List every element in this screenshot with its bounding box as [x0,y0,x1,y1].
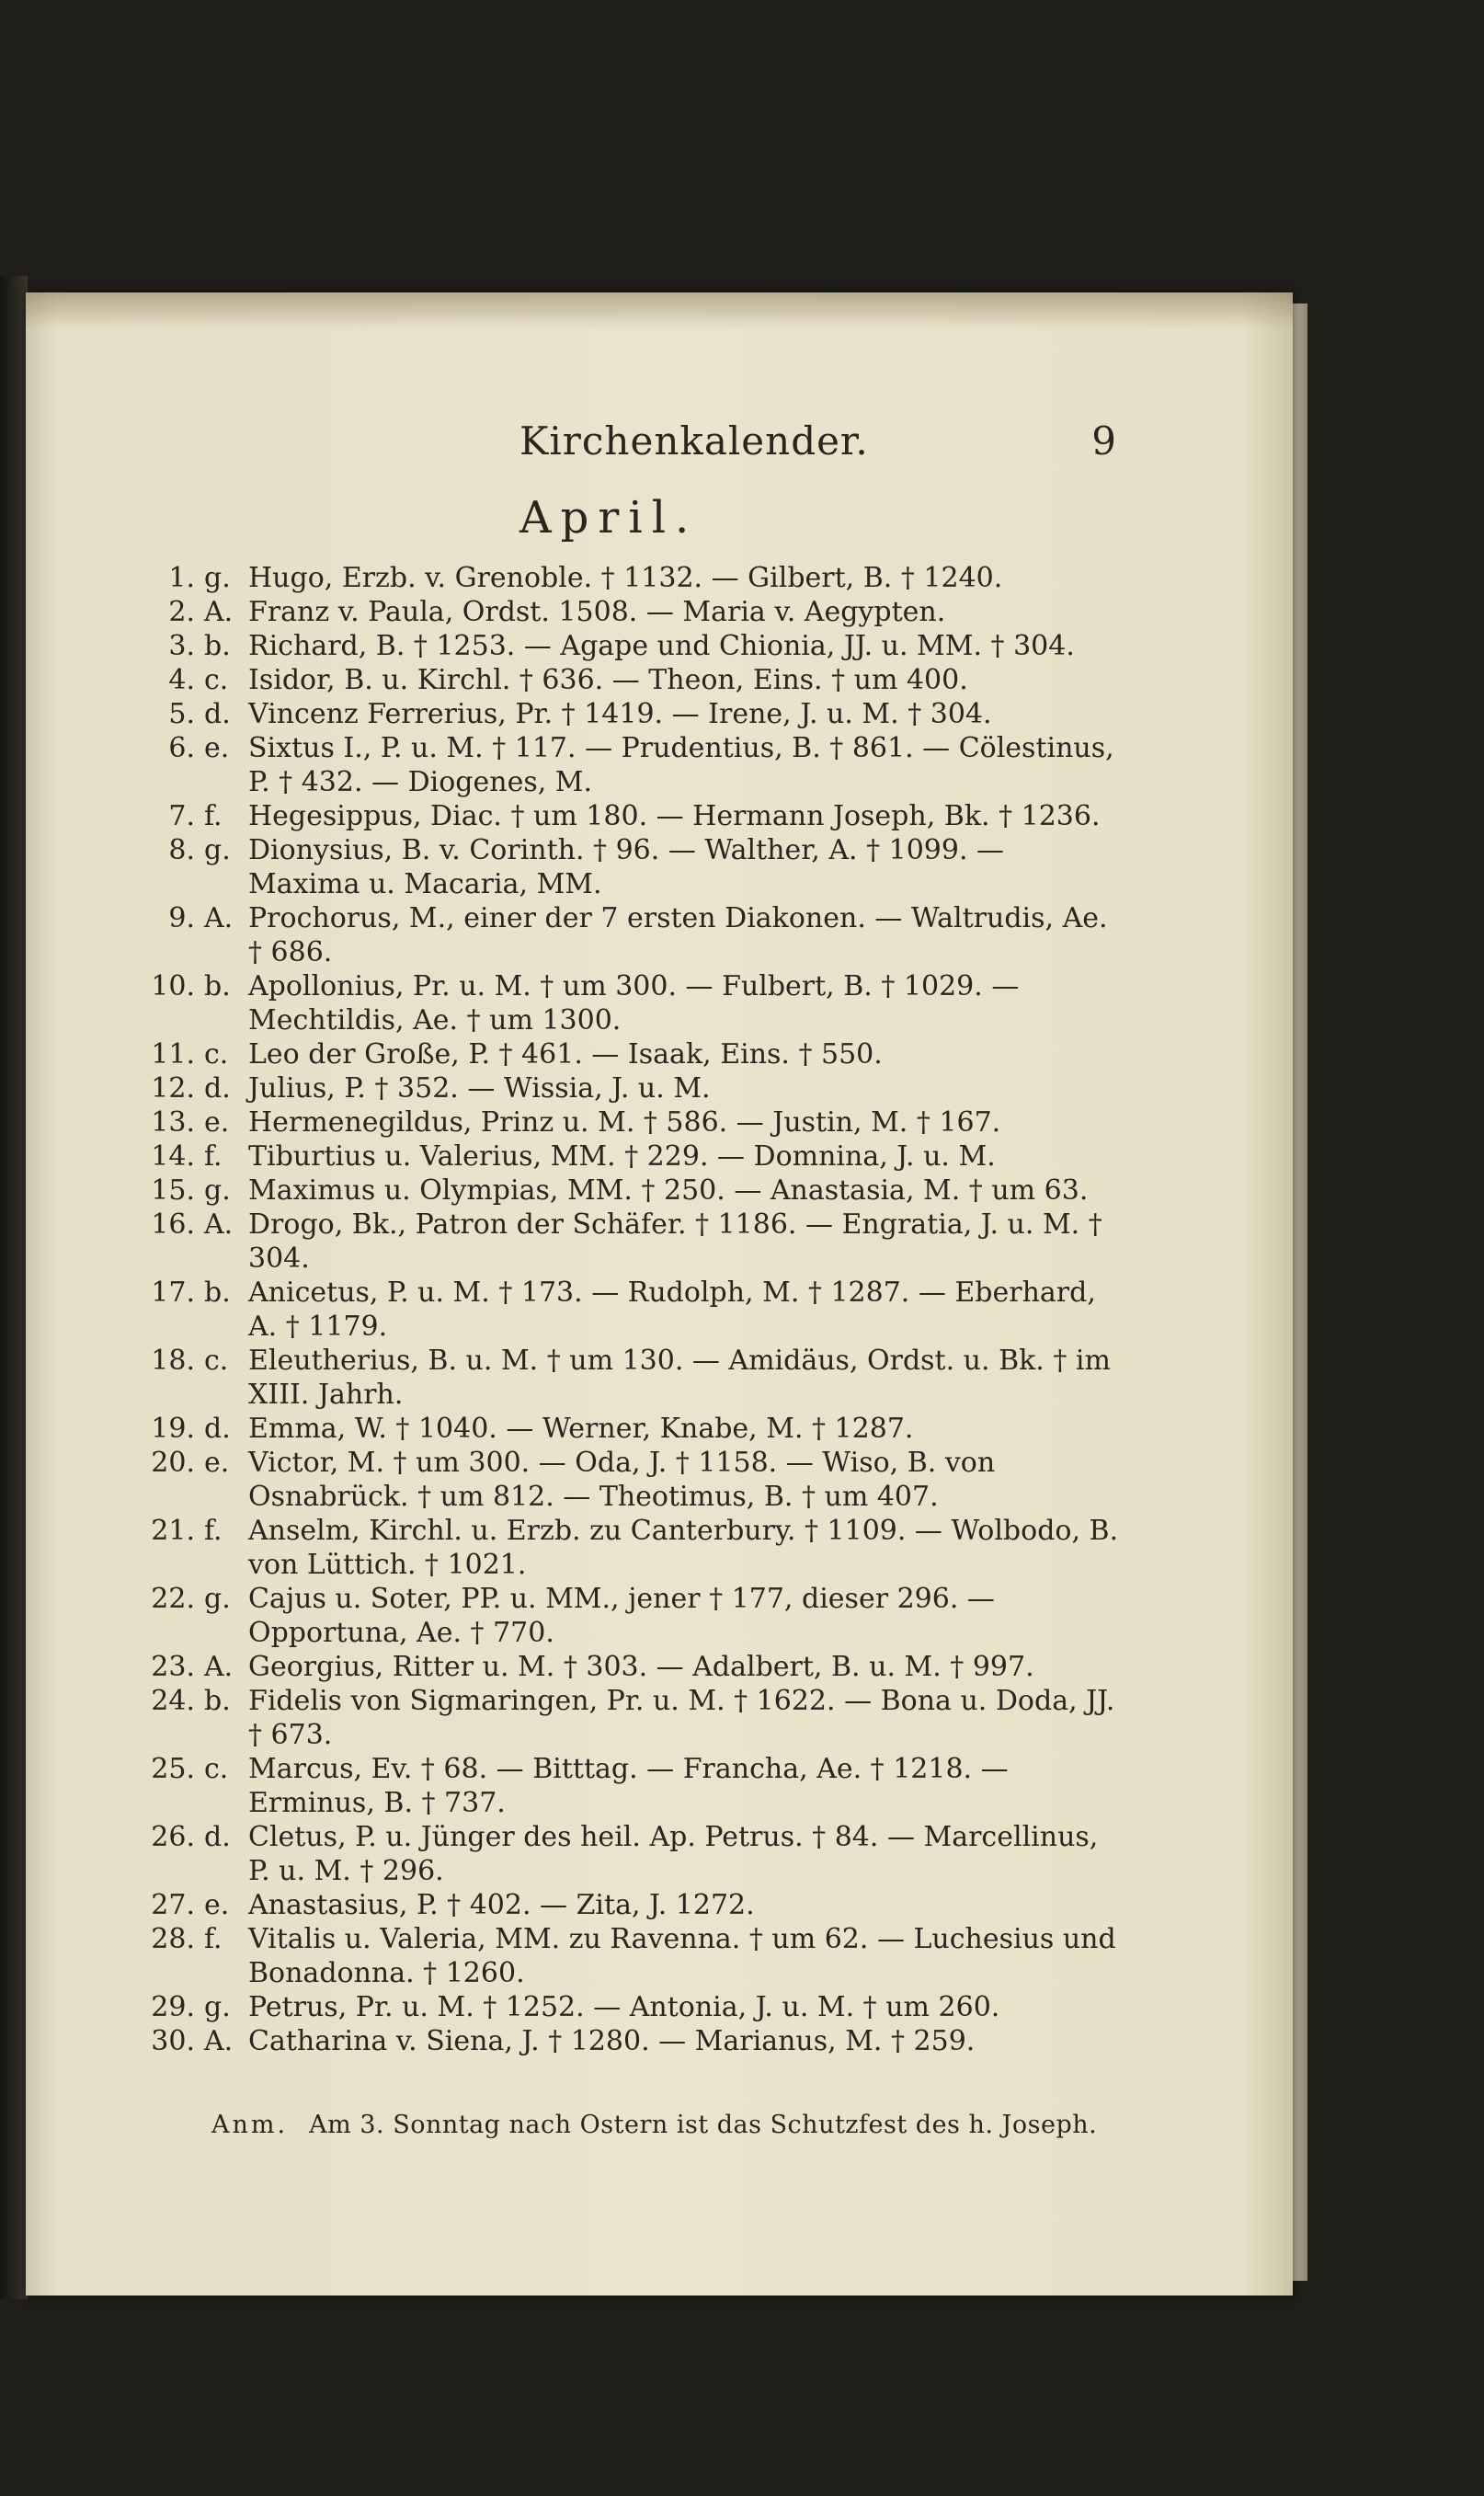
page-number: 9 [1091,418,1117,464]
saint-entry-text: Fidelis von Sigmaringen, Pr. u. M. † 1622. — Bona u. Doda, JJ. † 673. [248,1685,1115,1751]
day-number: 29. [151,1991,195,2023]
saint-entry-text: Vincenz Ferrerius, Pr. † 1419. — Irene, J. u. M. † 304. [248,698,992,730]
dominical-letter: g. [204,1174,231,1207]
saint-entry-text: Petrus, Pr. u. M. † 1252. — Antonia, J. u. M. † um 260. [248,1991,1000,2023]
saint-entry-text: Drogo, Bk., Patron der Schäfer. † 1186. — Engratia, J. u. M. † 304. [248,1208,1102,1275]
dominical-letter: A. [204,1208,234,1241]
day-number: 17. [151,1277,195,1309]
page-stack-edge [1293,303,1307,2281]
saint-entry-text: Richard, B. † 1253. — Agape und Chionia, JJ. u. MM. † 304. [248,630,1075,662]
calendar-entry [147,1820,1122,1888]
calendar-entry [147,2024,1122,2058]
saint-entry-text: Emma, W. † 1040. — Werner, Knabe, M. † 1287. [248,1413,914,1445]
day-number: 7. [168,800,195,832]
saint-entry-text: Catharina v. Siena, J. † 1280. — Marianus, M. † 259. [248,2025,976,2057]
day-number: 4. [168,664,195,696]
dominical-letter: A. [204,902,234,934]
saint-entry-text: Anselm, Kirchl. u. Erzb. zu Canterbury. † 1109. — Wolbodo, B. von Lüttich. † 1021. [248,1515,1119,1581]
dominical-letter: e. [204,1889,230,1921]
day-number: 22. [151,1583,195,1615]
calendar-entry [147,1174,1122,1208]
calendar-entry [147,1037,1122,1071]
dominical-letter: A. [204,2025,234,2057]
saint-entry-text: Cletus, P. u. Jünger des heil. Ap. Petrus. † 84. — Marcellinus, P. u. M. † 296. [248,1821,1099,1887]
day-number: 3. [168,630,195,662]
day-number: 5. [168,698,195,730]
calendar-entry [147,1684,1122,1752]
day-number: 11. [151,1038,195,1071]
calendar-entry [147,833,1122,901]
saint-entry-text: Leo der Große, P. † 461. — Isaak, Eins. † 550. [248,1038,883,1071]
calendar-entry [147,561,1122,595]
dominical-letter: b. [204,1685,231,1717]
dominical-letter: e. [204,1106,230,1139]
calendar-entry [147,1446,1122,1514]
saint-entry-text: Marcus, Ev. † 68. — Bitttag. — Francha, Ae. † 1218. — Erminus, B. † 737. [248,1753,1009,1819]
dominical-letter: e. [204,1447,230,1479]
saint-entry-text: Tiburtius u. Valerius, MM. † 229. — Domnina, J. u. M. [248,1140,996,1173]
dominical-letter: A. [204,596,234,628]
saint-entry-text: Franz v. Paula, Ordst. 1508. — Maria v. Aegypten. [248,596,946,628]
calendar-entry [147,1990,1122,2024]
day-number: 20. [151,1447,195,1479]
saint-entry-text: Hugo, Erzb. v. Grenoble. † 1132. — Gilbert, B. † 1240. [248,562,1003,594]
dominical-letter: d. [204,698,231,730]
saint-entry-text: Dionysius, B. v. Corinth. † 96. — Walther, A. † 1099. — Maxima u. Macaria, MM. [248,834,1005,900]
day-number: 28. [151,1923,195,1955]
saint-entry-text: Georgius, Ritter u. M. † 303. — Adalbert, B. u. M. † 997. [248,1651,1034,1683]
dominical-letter: e. [204,732,230,764]
dominical-letter: c. [204,1753,229,1785]
saint-entry-text: Anicetus, P. u. M. † 173. — Rudolph, M. † 1287. — Eberhard, A. † 1179. [248,1277,1096,1343]
calendar-entry [147,697,1122,731]
day-number: 19. [151,1413,195,1445]
dominical-letter: b. [204,1277,231,1309]
day-number: 8. [168,834,195,866]
calendar-entry [147,595,1122,629]
dominical-letter: f. [204,1140,223,1173]
month-title: April. [519,492,699,544]
page-header [519,418,1117,474]
dominical-letter: c. [204,1038,229,1071]
calendar-entry [147,1752,1122,1820]
footnote-label: Anm. [211,2111,289,2139]
saint-entry-text: Sixtus I., P. u. M. † 117. — Prudentius, B. † 861. — Cölestinus, P. † 432. — Diogenes, M. [248,732,1114,798]
day-number: 2. [168,596,195,628]
saint-entry-text: Hegesippus, Diac. † um 180. — Hermann Joseph, Bk. † 1236. [248,800,1101,832]
calendar-entry [147,1650,1122,1684]
dominical-letter: f. [204,1515,223,1547]
saint-entry-text: Isidor, B. u. Kirchl. † 636. — Theon, Eins. † um 400. [248,664,968,696]
calendar-entries [147,561,1122,2058]
calendar-entry [147,1922,1122,1990]
day-number: 23. [151,1651,195,1683]
calendar-entry [147,1344,1122,1412]
day-number: 25. [151,1753,195,1785]
day-number: 18. [151,1345,195,1377]
day-number: 12. [151,1072,195,1105]
dominical-letter: f. [204,1923,223,1955]
dominical-letter: d. [204,1821,231,1853]
dominical-letter: b. [204,630,231,662]
saint-entry-text: Hermenegildus, Prinz u. M. † 586. — Justin, M. † 167. [248,1106,1001,1139]
saint-entry-text: Maximus u. Olympias, MM. † 250. — Anastasia, M. † um 63. [248,1174,1089,1207]
calendar-entry [147,1208,1122,1276]
calendar-entry [147,1888,1122,1922]
day-number: 21. [151,1515,195,1547]
day-number: 1. [168,562,195,594]
calendar-entry [147,731,1122,799]
day-number: 13. [151,1106,195,1139]
day-number: 9. [168,902,195,934]
day-number: 30. [151,2025,195,2057]
saint-entry-text: Apollonius, Pr. u. M. † um 300. — Fulbert, B. † 1029. — Mechtildis, Ae. † um 1300. [248,970,1020,1036]
dominical-letter: d. [204,1072,231,1105]
saint-entry-text: Prochorus, M., einer der 7 ersten Diakonen. — Waltrudis, Ae. † 686. [248,902,1108,968]
dominical-letter: g. [204,834,231,866]
day-number: 6. [168,732,195,764]
saint-entry-text: Julius, P. † 352. — Wissia, J. u. M. [248,1072,711,1105]
day-number: 15. [151,1174,195,1207]
saint-entry-text: Victor, M. † um 300. — Oda, J. † 1158. — Wiso, B. von Osnabrück. † um 812. — Theotimus, B. † um 407. [248,1447,996,1513]
calendar-entry [147,1105,1122,1139]
calendar-entry [147,1412,1122,1446]
day-number: 24. [151,1685,195,1717]
day-number: 16. [151,1208,195,1241]
running-head: Kirchenkalender. [519,418,869,464]
dominical-letter: A. [204,1651,234,1683]
day-number: 27. [151,1889,195,1921]
dominical-letter: g. [204,1991,231,2023]
calendar-entry [147,1514,1122,1582]
day-number: 10. [151,970,195,1002]
saint-entry-text: Cajus u. Soter, PP. u. MM., jener † 177, dieser 296. — Opportuna, Ae. † 770. [248,1583,995,1649]
calendar-entry [147,629,1122,663]
day-number: 14. [151,1140,195,1173]
dominical-letter: c. [204,664,229,696]
day-number: 26. [151,1821,195,1853]
saint-entry-text: Anastasius, P. † 402. — Zita, J. 1272. [248,1889,755,1921]
saint-entry-text: Vitalis u. Valeria, MM. zu Ravenna. † um 62. — Luchesius und Bonadonna. † 1260. [248,1923,1116,1989]
footnote [211,2111,1113,2139]
calendar-entry [147,1582,1122,1650]
calendar-entry [147,969,1122,1037]
dominical-letter: d. [204,1413,231,1445]
footnote-text: Am 3. Sonntag nach Ostern ist das Schutzfest des h. Joseph. [309,2111,1098,2139]
calendar-entry [147,901,1122,969]
calendar-entry [147,799,1122,833]
dominical-letter: f. [204,800,223,832]
calendar-entry [147,1071,1122,1105]
calendar-entry [147,663,1122,697]
dominical-letter: g. [204,562,231,594]
calendar-entry [147,1139,1122,1174]
dominical-letter: g. [204,1583,231,1615]
saint-entry-text: Eleutherius, B. u. M. † um 130. — Amidäus, Ordst. u. Bk. † im XIII. Jahrh. [248,1345,1111,1411]
book-spine-shadow [0,276,28,2299]
dominical-letter: b. [204,970,231,1002]
calendar-entry [147,1276,1122,1344]
dominical-letter: c. [204,1345,229,1377]
